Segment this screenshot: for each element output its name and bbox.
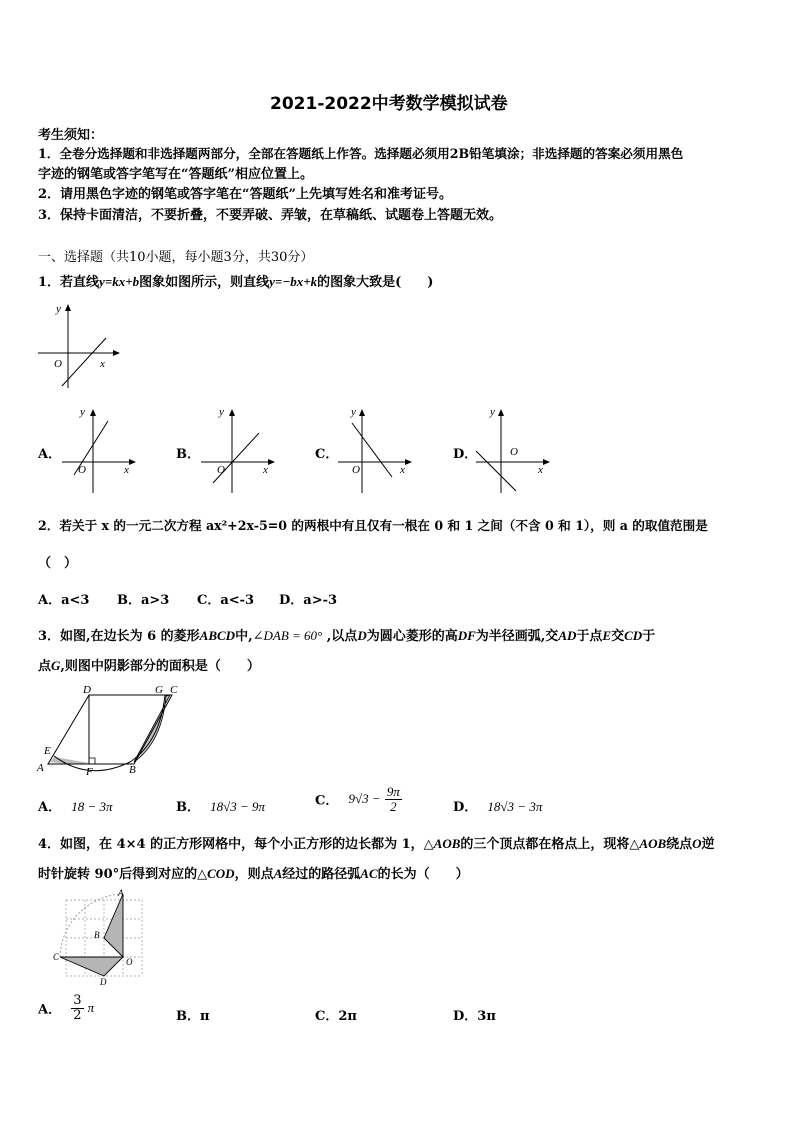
q3-opt-d-label: D． bbox=[453, 800, 478, 815]
q2-stem-line-2: （ ） bbox=[38, 556, 78, 571]
q1-text-b: 图象如图所示，则直线 bbox=[139, 275, 270, 290]
q4-label-o: O bbox=[126, 957, 133, 967]
q3-opt-c-label: C． bbox=[315, 793, 339, 809]
q4-option-a[interactable] bbox=[38, 994, 94, 1022]
section-heading: 一、选择题（共10小题，每小题3分，共30分） bbox=[38, 250, 314, 265]
q3-t7: 交 bbox=[611, 629, 625, 644]
q1-main-origin-label: O bbox=[54, 358, 62, 370]
q4-t8: 的长为（ ） bbox=[377, 867, 469, 882]
q3-abcd: ABCD bbox=[199, 628, 236, 643]
q1-equation-2: y=−bx+k bbox=[269, 274, 318, 289]
q4-o: O bbox=[692, 836, 702, 851]
q2-option-c[interactable]: C．a<-3 bbox=[197, 593, 255, 608]
q3-t6: 于点 bbox=[576, 629, 603, 644]
q3-opt-a-label: A． bbox=[38, 800, 62, 815]
q3-t9: 点 bbox=[38, 659, 52, 674]
q1c-origin-label: O bbox=[352, 464, 360, 476]
q1d-origin-label: O bbox=[510, 446, 518, 458]
q4-option-d[interactable]: D．3π bbox=[453, 1009, 496, 1024]
q3-t8: 于 bbox=[642, 629, 656, 644]
q3-opt-a-value: 18 − 3π bbox=[71, 799, 113, 814]
q4-t1: 4．如图，在 4×4 的正方形网格中，每个小正方形的边长都为 1， bbox=[38, 837, 424, 852]
q1b-y-label: y bbox=[219, 406, 224, 418]
q1-option-c-graph bbox=[334, 403, 418, 495]
q4-ac: AC bbox=[360, 866, 378, 881]
q2-option-b[interactable]: B．a>3 bbox=[117, 593, 170, 608]
q3-label-e: E bbox=[44, 745, 51, 757]
q1-stem bbox=[38, 271, 433, 290]
q4-option-c[interactable]: C．2π bbox=[315, 1009, 357, 1024]
q4-opt-a-pi: π bbox=[87, 1000, 95, 1016]
q1-option-b[interactable]: B． bbox=[176, 447, 200, 462]
q1a-x-label: x bbox=[124, 464, 129, 476]
q3-ad: AD bbox=[558, 628, 577, 643]
q4-opt-a-label: A． bbox=[38, 1002, 62, 1018]
q1-option-c[interactable]: C． bbox=[315, 447, 339, 462]
q3-opt-c-pre: 9√3 − bbox=[348, 791, 381, 807]
q3-option-a[interactable] bbox=[38, 796, 113, 815]
notice-line-3: 3．保持卡面清洁，不要折叠，不要弄破、弄皱，在草稿纸、试题卷上答题无效。 bbox=[38, 208, 503, 223]
q1-option-a[interactable]: A． bbox=[38, 447, 62, 462]
q3-d: D bbox=[357, 628, 367, 643]
q1d-x-label: x bbox=[538, 464, 543, 476]
q4-option-b[interactable]: B．π bbox=[176, 1009, 210, 1024]
q1-option-a-graph bbox=[58, 403, 142, 495]
notice-line-2: 2．请用黑色字迹的钢笔或答字笔在“答题纸”上先填写姓名和准考证号。 bbox=[38, 187, 453, 202]
q3-label-f: F bbox=[86, 766, 93, 778]
q4-tri2: △AOB bbox=[629, 836, 667, 851]
q1-option-d[interactable]: D． bbox=[453, 447, 478, 462]
q1b-x-label: x bbox=[263, 464, 268, 476]
q3-t4: 为圆心菱形的高 bbox=[366, 629, 458, 644]
q1-text-a: 1．若直线 bbox=[38, 275, 100, 290]
q3-opt-b-label: B． bbox=[176, 800, 200, 815]
q4-opt-a-num: 3 bbox=[73, 993, 82, 1008]
q4-tri1: △AOB bbox=[423, 836, 461, 851]
q4-t2: 的三个顶点都在格点上，现将 bbox=[460, 837, 630, 852]
q4-stem-line-1 bbox=[38, 833, 715, 852]
q3-option-c[interactable] bbox=[315, 785, 402, 813]
q1-main-y-label: y bbox=[56, 303, 61, 315]
q3-opt-d-value: 18√3 − 3π bbox=[487, 799, 543, 814]
q3-label-b: B bbox=[129, 764, 136, 776]
q3-opt-c-den: 2 bbox=[390, 798, 397, 814]
q3-label-d: D bbox=[83, 684, 91, 696]
q3-rhombus-figure bbox=[34, 682, 184, 778]
q4-label-d: D bbox=[100, 977, 107, 987]
q1d-y-label: y bbox=[490, 406, 495, 418]
q4-stem-line-2 bbox=[38, 863, 469, 882]
q1-equation-1: y=kx+b bbox=[99, 274, 140, 289]
q1c-x-label: x bbox=[400, 464, 405, 476]
q4-tri3: △COD bbox=[197, 866, 235, 881]
q3-t2: 中, bbox=[235, 629, 253, 644]
q4-t7: 经过的路径弧 bbox=[282, 867, 361, 882]
q3-df: DF bbox=[457, 628, 476, 643]
q4-label-c: C bbox=[53, 952, 60, 962]
q3-option-b[interactable] bbox=[176, 796, 265, 815]
q3-stem-line-2 bbox=[38, 655, 260, 674]
q1-text-c: 的图象大致是( ) bbox=[317, 275, 434, 290]
q4-t5: 时针旋转 90°后得到对应的 bbox=[38, 867, 198, 882]
notice-heading: 考生须知： bbox=[38, 128, 104, 143]
q3-t1: 3．如图,在边长为 6 的菱形 bbox=[38, 629, 200, 644]
q4-opt-a-fraction bbox=[71, 994, 83, 1022]
q1a-y-label: y bbox=[80, 406, 85, 418]
q4-opt-a-den: 2 bbox=[73, 1007, 82, 1023]
q3-option-d[interactable] bbox=[453, 796, 542, 815]
q1b-origin-label: O bbox=[217, 464, 225, 476]
q4-a: A bbox=[273, 866, 283, 881]
q3-opt-c-fraction bbox=[385, 785, 402, 813]
q1a-origin-label: O bbox=[78, 464, 86, 476]
q3-opt-b-value: 18√3 − 9π bbox=[210, 799, 266, 814]
q1-option-b-graph bbox=[197, 403, 281, 495]
q1-option-d-graph bbox=[472, 403, 556, 495]
q3-cd: CD bbox=[624, 628, 643, 643]
q3-t5: 为半径画弧,交 bbox=[475, 629, 559, 644]
q2-option-a[interactable]: A．a<3 bbox=[38, 593, 90, 608]
q3-t10: ,则图中阴影部分的面积是（ ） bbox=[60, 659, 260, 674]
q3-t3: ,以点 bbox=[322, 629, 358, 644]
q1-main-x-label: x bbox=[100, 358, 105, 370]
q1-main-graph bbox=[34, 300, 124, 390]
q2-option-d[interactable]: D．a>-3 bbox=[279, 593, 338, 608]
q3-label-a: A bbox=[37, 762, 44, 774]
q3-angle: ∠DAB = 60° bbox=[252, 628, 323, 643]
q3-e: E bbox=[602, 628, 612, 643]
q4-grid-figure bbox=[52, 888, 146, 988]
page-title: 2021-2022中考数学模拟试卷 bbox=[270, 94, 508, 114]
q4-t6: ，则点 bbox=[234, 867, 274, 882]
q4-t3: 绕点 bbox=[666, 837, 693, 852]
q1c-y-label: y bbox=[351, 406, 356, 418]
q4-label-b: B bbox=[94, 930, 100, 940]
notice-line-1b: 字迹的钢笔或答字笔写在“答题纸”相应位置上。 bbox=[38, 167, 313, 182]
q2-stem-line-1: 2．若关于 x 的一元二次方程 ax²+2x-5=0 的两根中有且仅有一根在 0 和 1 之间（不含 0 和 1），则 a 的取值范围是 bbox=[38, 518, 708, 533]
q3-stem-line-1 bbox=[38, 625, 655, 644]
q3-label-c: C bbox=[170, 684, 178, 696]
q4-t4: 逆 bbox=[701, 837, 715, 852]
notice-line-1a: 1．全卷分选择题和非选择题两部分，全部在答题纸上作答。选择题必须用2B铅笔填涂；非选择题的答案必须用黑色 bbox=[38, 146, 684, 161]
q3-g: G bbox=[51, 658, 61, 673]
q3-label-g: G bbox=[155, 684, 163, 696]
q3-opt-c-num: 9π bbox=[386, 784, 400, 799]
q4-label-a: A bbox=[118, 888, 124, 898]
